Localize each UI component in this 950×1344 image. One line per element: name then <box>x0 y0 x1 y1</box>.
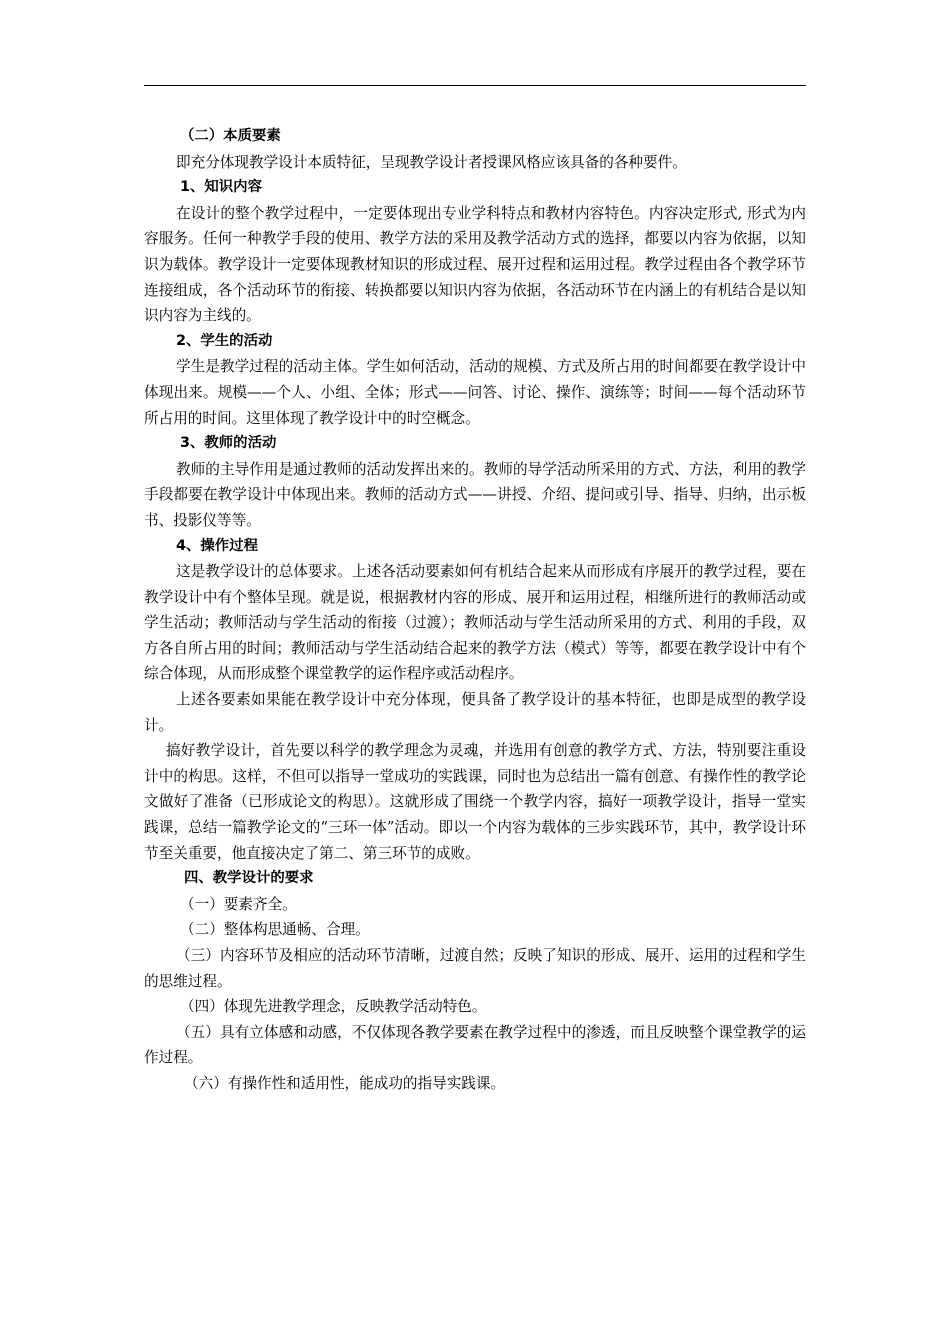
body-paragraph: 学生是教学过程的活动主体。学生如何活动，活动的规模、方式及所占用的时间都要在教学设计中体现出来。规模——个人、小组、全体；形式——问答、讨论、操作、演练等；时间——每个活动环节所占用的时间。这里体现了教学设计中的时空概念。 <box>144 358 806 427</box>
body-paragraph: （四）体现先进教学理念，反映教学活动特色。 <box>180 998 487 1016</box>
body-paragraph: 教师的主导作用是通过教师的活动发挥出来的。教师的导学活动所采用的方式、方法，利用的教学手段都要在教学设计中体现出来。教师的活动方式——讲授、介绍、提问或引导、指导、归纳，出示板书、投影仪等等。 <box>144 460 806 529</box>
document-body <box>144 124 806 1097</box>
section-heading: 四、教学设计的要求 <box>184 870 314 887</box>
body-paragraph: 在设计的整个教学过程中，一定要体现出专业学科特点和教材内容特色。内容决定形式, 形式为内容服务。任何一种教学手段的使用、教学方法的采用及教学活动方式的选择，都要以内容为依据，以知识为载体。教学设计一定要体现教材知识的形成过程、展开过程和运用过程。教学过程由各个教学环节连接组成，各个活动环节的衔接、转换都要以知识内容为依据，各活动环节在内涵上的有机结合是以知识内容为主线的。 <box>144 204 806 325</box>
body-paragraph: 这是教学设计的总体要求。上述各活动要素如何有机结合起来从而形成有序展开的教学过程，要在教学设计中有个整体呈现。就是说，根据教材内容的形成、展开和运用过程，相继所进行的教师活动或学生活动；教师活动与学生活动的衔接（过渡）；教师活动与学生活动所采用的方式、利用的手段，双方各自所占用的时间；教师活动与学生活动结合起来的教学方法（模式）等等，都要在教学设计中有个综合体现，从而形成整个课堂教学的运作程序或活动程序。 <box>144 563 806 683</box>
body-paragraph: （二）整体构思通畅、合理。 <box>180 921 370 939</box>
body-paragraph: （五）具有立体感和动感，不仅体现各教学要素在教学过程中的渗透，而且反映整个课堂教学的运作过程。 <box>144 1023 806 1067</box>
body-paragraph: （六）有操作性和适用性，能成功的指导实践课。 <box>184 1074 506 1092</box>
body-paragraph: （一）要素齐全。 <box>180 895 297 913</box>
body-paragraph: 搞好教学设计，首先要以科学的教学理念为灵魂，并选用有创意的教学方式、方法，特别要注重设计中的构思。这样，不但可以指导一堂成功的实践课，同时也为总结出一篇有创意、有操作性的教学论文做好了准备（已形成论文的构思）。这就形成了围绕一个教学内容，搞好一项教学设计，指导一堂实践课，总结一篇教学论文的“三环一体”活动。即以一个内容为载体的三步实践环节，其中，教学设计环节至关重要，他直接决定了第二、第三环节的成败。 <box>144 742 806 862</box>
section-heading: 4、操作过程 <box>176 537 258 554</box>
section-heading: 2、学生的活动 <box>176 332 273 349</box>
body-paragraph: 上述各要素如果能在教学设计中充分体现，便具备了教学设计的基本特征，也即是成型的教学设计。 <box>144 691 806 734</box>
section-heading: 3、教师的活动 <box>180 435 277 452</box>
body-paragraph: 即充分体现教学设计本质特征，呈现教学设计者授课风格应该具备的各种要件。 <box>176 153 687 171</box>
section-heading: 1、知识内容 <box>180 179 262 196</box>
body-paragraph: （三）内容环节及相应的活动环节清晰，过渡自然；反映了知识的形成、展开、运用的过程和学生的思维过程。 <box>144 947 806 990</box>
header-rule <box>144 85 806 86</box>
section-heading: （二）本质要素 <box>180 128 281 144</box>
